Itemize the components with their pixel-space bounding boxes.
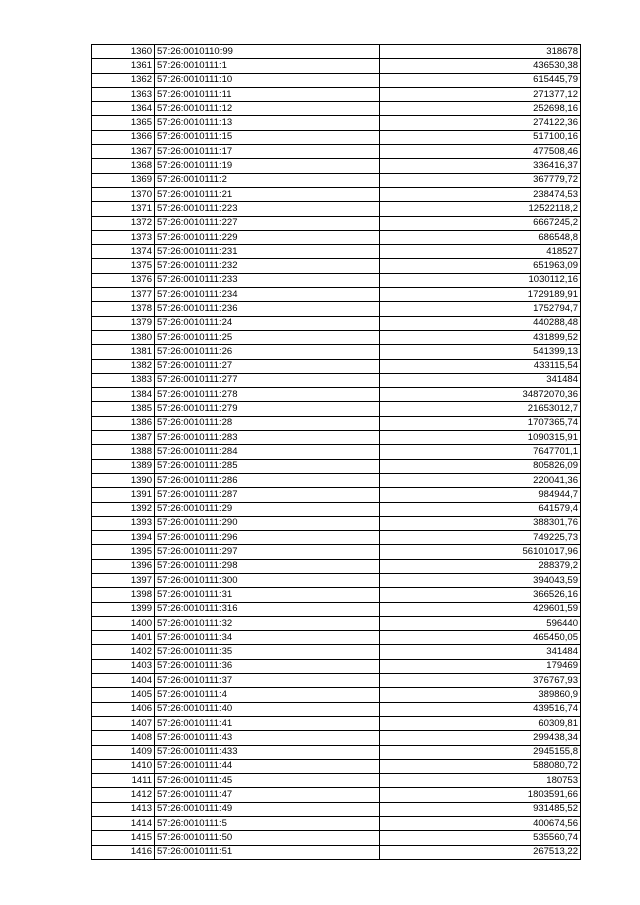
table-row xyxy=(92,273,581,287)
table-row xyxy=(92,230,581,244)
row-number: 1368 xyxy=(92,159,155,173)
cadastral-number: 57:26:0010111:316 xyxy=(155,602,380,616)
table-row xyxy=(92,659,581,673)
table-row xyxy=(92,202,581,216)
row-number: 1365 xyxy=(92,116,155,130)
row-number: 1396 xyxy=(92,559,155,573)
table-row xyxy=(92,416,581,430)
row-number: 1373 xyxy=(92,230,155,244)
row-number: 1376 xyxy=(92,273,155,287)
cadastral-value: 267513,22 xyxy=(380,845,581,859)
cadastral-value: 686548,8 xyxy=(380,230,581,244)
cadastral-number: 57:26:0010111:51 xyxy=(155,845,380,859)
table-row xyxy=(92,688,581,702)
cadastral-number: 57:26:0010111:25 xyxy=(155,330,380,344)
cadastral-value: 2945155,8 xyxy=(380,745,581,759)
cadastral-value: 21653012,7 xyxy=(380,402,581,416)
row-number: 1402 xyxy=(92,645,155,659)
cadastral-value: 220041,36 xyxy=(380,473,581,487)
cadastral-value: 596440 xyxy=(380,616,581,630)
cadastral-value: 431899,52 xyxy=(380,330,581,344)
cadastral-number: 57:26:0010111:290 xyxy=(155,516,380,530)
cadastral-value: 615445,79 xyxy=(380,73,581,87)
cadastral-value: 588080,72 xyxy=(380,759,581,773)
row-number: 1416 xyxy=(92,845,155,859)
table-row xyxy=(92,216,581,230)
table-row xyxy=(92,288,581,302)
cadastral-number: 57:26:0010111:43 xyxy=(155,731,380,745)
cadastral-number: 57:26:0010111:4 xyxy=(155,688,380,702)
cadastral-value: 12522118,2 xyxy=(380,202,581,216)
cadastral-number: 57:26:0010111:227 xyxy=(155,216,380,230)
row-number: 1415 xyxy=(92,831,155,845)
table-row xyxy=(92,187,581,201)
row-number: 1372 xyxy=(92,216,155,230)
row-number: 1370 xyxy=(92,187,155,201)
row-number: 1363 xyxy=(92,87,155,101)
row-number: 1366 xyxy=(92,130,155,144)
table-row xyxy=(92,116,581,130)
table-row xyxy=(92,316,581,330)
row-number: 1367 xyxy=(92,145,155,159)
cadastral-value: 252698,16 xyxy=(380,102,581,116)
cadastral-value: 60309,81 xyxy=(380,716,581,730)
cadastral-number: 57:26:0010111:28 xyxy=(155,416,380,430)
cadastral-number: 57:26:0010111:279 xyxy=(155,402,380,416)
row-number: 1410 xyxy=(92,759,155,773)
cadastral-number: 57:26:0010111:283 xyxy=(155,431,380,445)
cadastral-value: 238474,53 xyxy=(380,187,581,201)
row-number: 1361 xyxy=(92,59,155,73)
table-row xyxy=(92,473,581,487)
cadastral-value: 749225,73 xyxy=(380,531,581,545)
row-number: 1387 xyxy=(92,431,155,445)
table-row xyxy=(92,87,581,101)
cadastral-number: 57:26:0010111:223 xyxy=(155,202,380,216)
table-row xyxy=(92,645,581,659)
cadastral-value: 56101017,96 xyxy=(380,545,581,559)
row-number: 1377 xyxy=(92,288,155,302)
cadastral-value: 288379,2 xyxy=(380,559,581,573)
table-row xyxy=(92,130,581,144)
cadastral-value: 274122,36 xyxy=(380,116,581,130)
row-number: 1381 xyxy=(92,345,155,359)
cadastral-value: 439516,74 xyxy=(380,702,581,716)
cadastral-number: 57:26:0010111:10 xyxy=(155,73,380,87)
cadastral-number: 57:26:0010111:1 xyxy=(155,59,380,73)
table-row xyxy=(92,73,581,87)
cadastral-number: 57:26:0010111:277 xyxy=(155,373,380,387)
cadastral-number: 57:26:0010111:233 xyxy=(155,273,380,287)
cadastral-number: 57:26:0010111:35 xyxy=(155,645,380,659)
table-row xyxy=(92,159,581,173)
row-number: 1393 xyxy=(92,516,155,530)
cadastral-value: 1030112,16 xyxy=(380,273,581,287)
cadastral-value: 318678 xyxy=(380,45,581,59)
cadastral-value: 433115,54 xyxy=(380,359,581,373)
row-number: 1360 xyxy=(92,45,155,59)
cadastral-number: 57:26:0010111:44 xyxy=(155,759,380,773)
cadastral-value: 34872070,36 xyxy=(380,388,581,402)
row-number: 1371 xyxy=(92,202,155,216)
table-row xyxy=(92,359,581,373)
cadastral-number: 57:26:0010111:26 xyxy=(155,345,380,359)
row-number: 1399 xyxy=(92,602,155,616)
table-row xyxy=(92,559,581,573)
cadastral-number: 57:26:0010111:40 xyxy=(155,702,380,716)
row-number: 1362 xyxy=(92,73,155,87)
row-number: 1405 xyxy=(92,688,155,702)
row-number: 1378 xyxy=(92,302,155,316)
cadastral-number: 57:26:0010111:41 xyxy=(155,716,380,730)
table-row xyxy=(92,431,581,445)
row-number: 1404 xyxy=(92,674,155,688)
cadastral-value-table xyxy=(91,44,581,860)
row-number: 1390 xyxy=(92,473,155,487)
cadastral-number: 57:26:0010111:278 xyxy=(155,388,380,402)
cadastral-number: 57:26:0010111:21 xyxy=(155,187,380,201)
cadastral-value: 1707365,74 xyxy=(380,416,581,430)
cadastral-value: 440288,48 xyxy=(380,316,581,330)
cadastral-number: 57:26:0010111:31 xyxy=(155,588,380,602)
cadastral-number: 57:26:0010111:36 xyxy=(155,659,380,673)
row-number: 1386 xyxy=(92,416,155,430)
cadastral-number: 57:26:0010111:232 xyxy=(155,259,380,273)
table-row xyxy=(92,402,581,416)
row-number: 1407 xyxy=(92,716,155,730)
table-row xyxy=(92,45,581,59)
table-row xyxy=(92,731,581,745)
cadastral-value: 400674,56 xyxy=(380,817,581,831)
cadastral-number: 57:26:0010111:13 xyxy=(155,116,380,130)
row-number: 1394 xyxy=(92,531,155,545)
row-number: 1414 xyxy=(92,817,155,831)
cadastral-value: 341484 xyxy=(380,373,581,387)
table-row xyxy=(92,173,581,187)
table-row xyxy=(92,459,581,473)
cadastral-number: 57:26:0010111:47 xyxy=(155,788,380,802)
row-number: 1401 xyxy=(92,631,155,645)
cadastral-value: 465450,05 xyxy=(380,631,581,645)
cadastral-value: 651963,09 xyxy=(380,259,581,273)
table-row xyxy=(92,259,581,273)
cadastral-value: 389860,9 xyxy=(380,688,581,702)
table-row xyxy=(92,102,581,116)
cadastral-value: 341484 xyxy=(380,645,581,659)
cadastral-number: 57:26:0010111:5 xyxy=(155,817,380,831)
cadastral-number: 57:26:0010111:50 xyxy=(155,831,380,845)
table-row xyxy=(92,774,581,788)
cadastral-number: 57:26:0010111:11 xyxy=(155,87,380,101)
cadastral-value: 541399,13 xyxy=(380,345,581,359)
row-number: 1412 xyxy=(92,788,155,802)
row-number: 1392 xyxy=(92,502,155,516)
cadastral-value: 6667245,2 xyxy=(380,216,581,230)
cadastral-number: 57:26:0010111:45 xyxy=(155,774,380,788)
cadastral-number: 57:26:0010111:297 xyxy=(155,545,380,559)
cadastral-number: 57:26:0010111:12 xyxy=(155,102,380,116)
cadastral-value: 429601,59 xyxy=(380,602,581,616)
table-row xyxy=(92,488,581,502)
table-body xyxy=(92,45,581,860)
cadastral-value: 271377,12 xyxy=(380,87,581,101)
cadastral-value: 7647701,1 xyxy=(380,445,581,459)
cadastral-number: 57:26:0010111:298 xyxy=(155,559,380,573)
table-row xyxy=(92,302,581,316)
row-number: 1379 xyxy=(92,316,155,330)
cadastral-number: 57:26:0010111:34 xyxy=(155,631,380,645)
table-row xyxy=(92,716,581,730)
table-row xyxy=(92,516,581,530)
table-row xyxy=(92,759,581,773)
row-number: 1408 xyxy=(92,731,155,745)
table-row xyxy=(92,817,581,831)
cadastral-value: 1090315,91 xyxy=(380,431,581,445)
cadastral-number: 57:26:0010110:99 xyxy=(155,45,380,59)
cadastral-number: 57:26:0010111:24 xyxy=(155,316,380,330)
cadastral-value: 1803591,66 xyxy=(380,788,581,802)
cadastral-number: 57:26:0010111:433 xyxy=(155,745,380,759)
cadastral-number: 57:26:0010111:296 xyxy=(155,531,380,545)
row-number: 1406 xyxy=(92,702,155,716)
row-number: 1391 xyxy=(92,488,155,502)
cadastral-value: 299438,34 xyxy=(380,731,581,745)
table-row xyxy=(92,373,581,387)
cadastral-value: 1752794,7 xyxy=(380,302,581,316)
cadastral-number: 57:26:0010111:49 xyxy=(155,802,380,816)
cadastral-number: 57:26:0010111:29 xyxy=(155,502,380,516)
row-number: 1409 xyxy=(92,745,155,759)
cadastral-number: 57:26:0010111:19 xyxy=(155,159,380,173)
row-number: 1411 xyxy=(92,774,155,788)
row-number: 1380 xyxy=(92,330,155,344)
table-row xyxy=(92,588,581,602)
cadastral-number: 57:26:0010111:300 xyxy=(155,573,380,587)
row-number: 1400 xyxy=(92,616,155,630)
table-row xyxy=(92,788,581,802)
cadastral-value: 984944,7 xyxy=(380,488,581,502)
cadastral-number: 57:26:0010111:286 xyxy=(155,473,380,487)
table-row xyxy=(92,616,581,630)
cadastral-number: 57:26:0010111:284 xyxy=(155,445,380,459)
table-row xyxy=(92,831,581,845)
cadastral-value: 517100,16 xyxy=(380,130,581,144)
table-row xyxy=(92,573,581,587)
cadastral-value: 388301,76 xyxy=(380,516,581,530)
cadastral-value: 179469 xyxy=(380,659,581,673)
cadastral-value: 436530,38 xyxy=(380,59,581,73)
table-row xyxy=(92,602,581,616)
cadastral-value: 1729189,91 xyxy=(380,288,581,302)
row-number: 1389 xyxy=(92,459,155,473)
cadastral-number: 57:26:0010111:37 xyxy=(155,674,380,688)
row-number: 1382 xyxy=(92,359,155,373)
cadastral-number: 57:26:0010111:231 xyxy=(155,245,380,259)
row-number: 1385 xyxy=(92,402,155,416)
table-row xyxy=(92,145,581,159)
cadastral-number: 57:26:0010111:287 xyxy=(155,488,380,502)
table-row xyxy=(92,245,581,259)
cadastral-number: 57:26:0010111:32 xyxy=(155,616,380,630)
table-row xyxy=(92,845,581,859)
row-number: 1388 xyxy=(92,445,155,459)
table-row xyxy=(92,631,581,645)
row-number: 1395 xyxy=(92,545,155,559)
row-number: 1374 xyxy=(92,245,155,259)
row-number: 1398 xyxy=(92,588,155,602)
cadastral-value: 180753 xyxy=(380,774,581,788)
row-number: 1413 xyxy=(92,802,155,816)
cadastral-number: 57:26:0010111:2 xyxy=(155,173,380,187)
table-row xyxy=(92,545,581,559)
table-row xyxy=(92,702,581,716)
row-number: 1369 xyxy=(92,173,155,187)
cadastral-value: 641579,4 xyxy=(380,502,581,516)
cadastral-value: 367779,72 xyxy=(380,173,581,187)
cadastral-value: 418527 xyxy=(380,245,581,259)
table-row xyxy=(92,345,581,359)
table-row xyxy=(92,674,581,688)
cadastral-value: 336416,37 xyxy=(380,159,581,173)
cadastral-number: 57:26:0010111:236 xyxy=(155,302,380,316)
cadastral-number: 57:26:0010111:15 xyxy=(155,130,380,144)
cadastral-number: 57:26:0010111:17 xyxy=(155,145,380,159)
row-number: 1384 xyxy=(92,388,155,402)
cadastral-number: 57:26:0010111:285 xyxy=(155,459,380,473)
row-number: 1375 xyxy=(92,259,155,273)
cadastral-value: 366526,16 xyxy=(380,588,581,602)
table-row xyxy=(92,388,581,402)
row-number: 1397 xyxy=(92,573,155,587)
cadastral-value: 931485,52 xyxy=(380,802,581,816)
table-row xyxy=(92,531,581,545)
table-row xyxy=(92,59,581,73)
cadastral-number: 57:26:0010111:27 xyxy=(155,359,380,373)
table-row xyxy=(92,502,581,516)
row-number: 1364 xyxy=(92,102,155,116)
row-number: 1383 xyxy=(92,373,155,387)
cadastral-value: 477508,46 xyxy=(380,145,581,159)
table-row xyxy=(92,802,581,816)
table-row xyxy=(92,330,581,344)
cadastral-value: 394043,59 xyxy=(380,573,581,587)
table-row xyxy=(92,445,581,459)
row-number: 1403 xyxy=(92,659,155,673)
cadastral-value: 535560,74 xyxy=(380,831,581,845)
table-row xyxy=(92,745,581,759)
cadastral-number: 57:26:0010111:229 xyxy=(155,230,380,244)
cadastral-value: 805826,09 xyxy=(380,459,581,473)
cadastral-number: 57:26:0010111:234 xyxy=(155,288,380,302)
cadastral-value: 376767,93 xyxy=(380,674,581,688)
